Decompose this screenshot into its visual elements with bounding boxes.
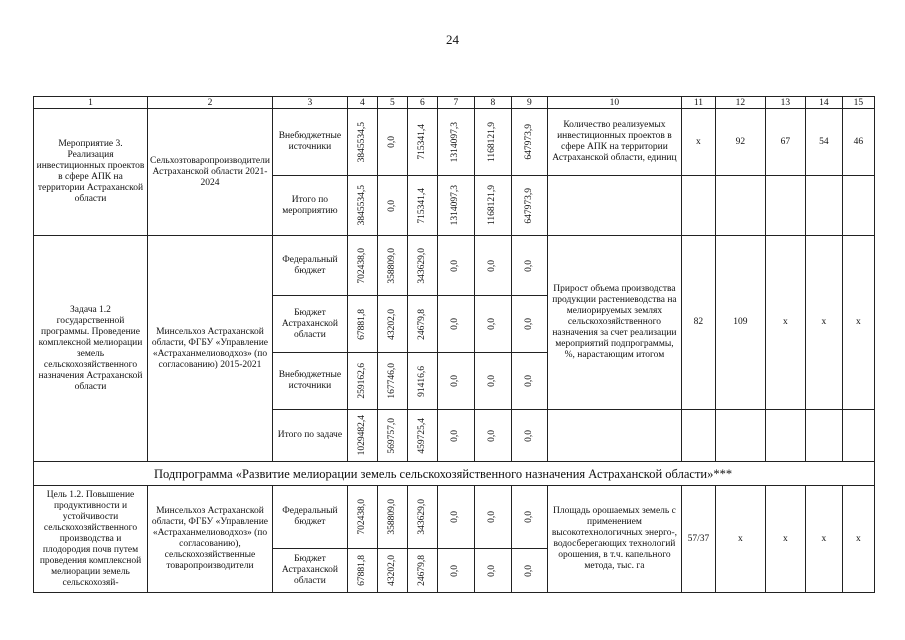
amount-cell: 0,0	[523, 375, 534, 387]
amount-cell: 67881,8	[356, 308, 367, 340]
funding-source: Внебюджетные источники	[272, 353, 347, 410]
indicator-value: x	[765, 486, 805, 593]
subprogram-title: Подпрограмма «Развитие мелиорации земель сельскохозяйственного назначения Астраханской области»***	[34, 462, 875, 486]
amount-cell: 647973,9	[523, 187, 534, 224]
col-header: 5	[377, 97, 407, 109]
col-header: 1	[34, 97, 148, 109]
activity-name: Мероприятие 3. Реализация инвестиционных проектов в сфере АПК на территории Астраханской области	[34, 109, 148, 236]
col-header: 12	[715, 97, 765, 109]
amount-cell: 569757,0	[386, 417, 397, 454]
amount-cell: 0,0	[523, 564, 534, 577]
funding-source: Федеральный бюджет	[272, 486, 347, 549]
amount-cell: 358809,0	[386, 499, 397, 535]
indicator-value: 109	[715, 236, 765, 410]
funding-source: Итого по мероприятию	[272, 176, 347, 236]
indicator-name: Прирост объема производства продукции растениеводства на мелиорируемых землях сельскохозяйственного назначения за счет реализации мероприятий подпрограммы, %, нарастающим итогом	[547, 236, 681, 410]
amount-cell: 43202,0	[386, 308, 397, 340]
empty-cell	[765, 176, 805, 236]
amount-cell: 3845534,5	[356, 185, 367, 226]
indicator-value: x	[805, 236, 842, 410]
amount-cell: 167746,0	[386, 363, 397, 399]
goal-name: Цель 1.2. Повышение продуктивности и устойчивости сельскохозяйственного производства и плодородия почв путем проведения комплексной мелиорации земель сельскохозяй-	[34, 486, 148, 593]
indicator-value: 82	[681, 236, 715, 410]
col-header: 15	[842, 97, 874, 109]
empty-cell	[681, 176, 715, 236]
amount-cell: 0,0	[487, 429, 498, 442]
indicator-value: x	[765, 236, 805, 410]
col-header: 11	[681, 97, 715, 109]
col-header: 7	[437, 97, 474, 109]
col-header: 3	[272, 97, 347, 109]
indicator-value: x	[805, 486, 842, 593]
funding-source: Бюджет Астраханской области	[272, 296, 347, 353]
amount-cell: 0,0	[450, 564, 461, 577]
empty-cell	[765, 410, 805, 462]
amount-cell: 24679,8	[416, 555, 427, 586]
indicator-name: Площадь орошаемых земель с применением высокотехнологичных энерго-, водосберегающих технологий орошения, в т.ч. капельного метода, тыс. га	[547, 486, 681, 593]
amount-cell: 0,0	[523, 259, 534, 272]
indicator-name: Количество реализуемых инвестиционных проектов в сфере АПК на территории Астраханской области, единиц	[547, 109, 681, 176]
page-number: 24	[446, 32, 459, 47]
empty-cell	[805, 410, 842, 462]
amount-cell: 0,0	[523, 318, 534, 330]
subprogram-row	[34, 462, 875, 486]
amount-cell: 1168121,9	[487, 185, 498, 226]
indicator-value: 54	[805, 109, 842, 176]
amount-cell: 0,0	[450, 429, 461, 442]
indicator-value: 57/37	[681, 486, 715, 593]
col-header: 9	[511, 97, 547, 109]
indicator-value: 67	[765, 109, 805, 176]
program-table	[33, 96, 875, 593]
empty-cell	[842, 176, 874, 236]
amount-cell: 647973,9	[523, 124, 534, 160]
amount-cell: 1314097,3	[450, 121, 461, 163]
funding-source: Внебюджетные источники	[272, 109, 347, 176]
amount-cell: 343629,0	[416, 499, 427, 535]
amount-cell: 702438,0	[356, 499, 367, 535]
col-header: 4	[347, 97, 377, 109]
amount-cell: 0,0	[386, 199, 397, 212]
task-name: Задача 1.2 государственной программы. Проведение комплексной мелиорации земель сельскохозяйственного назначения Астраханской области	[34, 236, 148, 462]
col-header: 6	[407, 97, 437, 109]
amount-cell: 1168121,9	[487, 121, 498, 163]
empty-cell	[805, 176, 842, 236]
indicator-value: x	[681, 109, 715, 176]
table-row	[34, 236, 875, 296]
amount-cell: 43202,0	[386, 555, 397, 586]
funding-source: Итого по задаче	[272, 410, 347, 462]
amount-cell: 702438,0	[356, 247, 367, 284]
indicator-value: x	[842, 236, 874, 410]
amount-cell: 67881,8	[356, 555, 367, 586]
amount-cell: 0,0	[487, 564, 498, 577]
amount-cell: 343629,0	[416, 247, 427, 284]
amount-cell: 0,0	[450, 375, 461, 387]
empty-cell	[715, 176, 765, 236]
col-header: 13	[765, 97, 805, 109]
amount-cell: 91416,6	[416, 365, 427, 397]
empty-cell	[715, 410, 765, 462]
col-header: 10	[547, 97, 681, 109]
col-header: 14	[805, 97, 842, 109]
amount-cell: 0,0	[386, 136, 397, 148]
amount-cell: 459725,4	[416, 417, 427, 454]
amount-cell: 715341,4	[416, 187, 427, 224]
col-header: 2	[148, 97, 273, 109]
table-row	[34, 486, 875, 549]
amount-cell: 715341,4	[416, 124, 427, 160]
empty-cell	[842, 410, 874, 462]
indicator-value: 92	[715, 109, 765, 176]
amount-cell: 0,0	[487, 259, 498, 272]
executor: Минсельхоз Астраханской области, ФГБУ «Управление «Астраханмелиоводхоз» (по согласованию) 2015-2021	[148, 236, 273, 462]
amount-cell: 24679,8	[416, 308, 427, 340]
empty-cell	[681, 410, 715, 462]
indicator-value: 46	[842, 109, 874, 176]
amount-cell: 0,0	[450, 259, 461, 272]
funding-source: Федеральный бюджет	[272, 236, 347, 296]
amount-cell: 3845534,5	[356, 121, 367, 163]
amount-cell: 0,0	[450, 318, 461, 330]
table-row	[34, 109, 875, 176]
amount-cell: 0,0	[487, 511, 498, 523]
funding-source: Бюджет Астраханской области	[272, 549, 347, 593]
amount-cell: 0,0	[523, 429, 534, 442]
executor: Минсельхоз Астраханской области, ФГБУ «Управление «Астраханмелиоводхоз» (по согласованию), сельскохозяйственные товаропроизводители	[148, 486, 273, 593]
empty-cell	[547, 176, 681, 236]
executor: Сельхозтоваропроизводители Астраханской области 2021-2024	[148, 109, 273, 236]
empty-cell	[547, 410, 681, 462]
amount-cell: 0,0	[450, 511, 461, 523]
amount-cell: 1029482,4	[356, 415, 367, 456]
amount-cell: 358809,0	[386, 247, 397, 284]
indicator-value: x	[842, 486, 874, 593]
amount-cell: 0,0	[523, 511, 534, 523]
column-number-row	[34, 97, 875, 109]
amount-cell: 0,0	[487, 375, 498, 387]
amount-cell: 259162,6	[356, 363, 367, 399]
indicator-value: x	[715, 486, 765, 593]
amount-cell: 1314097,3	[450, 185, 461, 226]
col-header: 8	[474, 97, 511, 109]
amount-cell: 0,0	[487, 318, 498, 330]
